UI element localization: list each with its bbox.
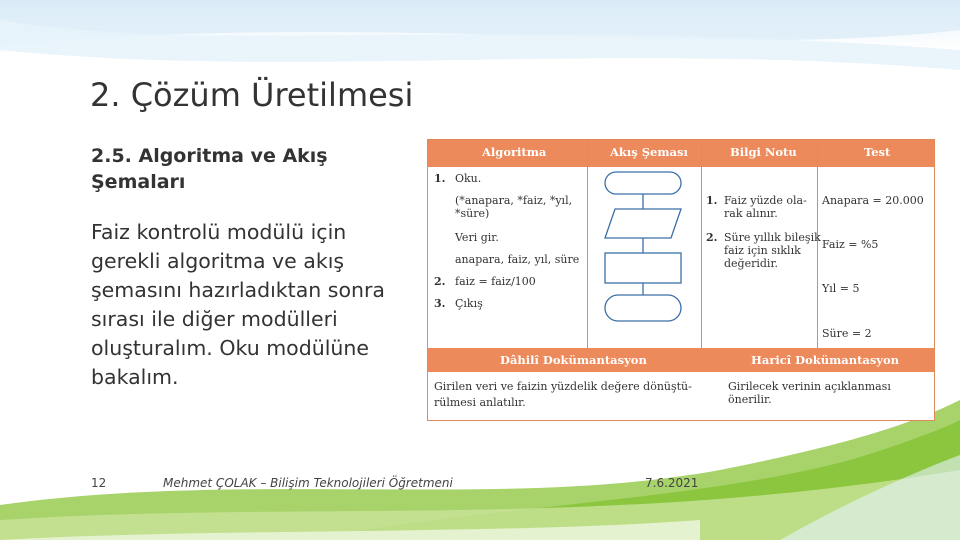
footer-author: Mehmet ÇOLAK – Bilişim Teknolojileri Öğretmeni xyxy=(163,476,453,490)
note-line: rak alınır. xyxy=(724,207,778,220)
body-paragraph: Faiz kontrolü modülü için gerekli algoritma ve akış şemasını hazırladıktan sonra sırası ile diğer modülleri oluşturalım. Oku modülüne bakalım. xyxy=(91,220,385,389)
header-dahili-dokumantasyon: Dâhilî Dokümantasyon xyxy=(500,353,647,367)
algo-step-number: 2. xyxy=(434,275,446,288)
algo-line: anapara, faiz, yıl, süre xyxy=(455,253,580,266)
note-line: değeridir. xyxy=(724,257,778,270)
external-doc-text: Girilecek verinin açıklanması önerilir. xyxy=(728,380,891,406)
slide-title: 2. Çözüm Üretilmesi xyxy=(90,76,414,114)
page-number: 12 xyxy=(91,476,107,490)
internal-doc-text: rülmesi anlatılır. xyxy=(434,396,526,409)
algo-step-number: 1. xyxy=(434,172,446,185)
algo-line: faiz = faiz/100 xyxy=(455,275,536,288)
note-line: Süre yıllık bileşik xyxy=(724,231,821,244)
flowchart xyxy=(588,168,701,348)
note-number: 2. xyxy=(706,231,718,244)
algorithm-table xyxy=(427,139,935,421)
internal-doc-text: Girilen veri ve faizin yüzdelik değere dönüştü- xyxy=(434,380,692,393)
table-divider xyxy=(701,140,702,348)
table-divider xyxy=(817,140,818,348)
algo-line: Veri gir. xyxy=(455,231,499,244)
header-akis-semasi: Akış Şeması xyxy=(610,145,688,159)
algo-line: (*anapara, *faiz, *yıl, xyxy=(455,194,573,207)
header-harici-dokumantasyon: Haricî Dokümantasyon xyxy=(751,353,900,367)
flowchart-end-terminal xyxy=(605,295,681,321)
note-number: 1. xyxy=(706,194,718,207)
footer-date: 7.6.2021 xyxy=(645,476,699,490)
algo-line: *süre) xyxy=(455,207,490,220)
flowchart-input-parallelogram xyxy=(605,209,681,238)
flowchart-start-terminal xyxy=(605,172,681,194)
test-value: Süre = 2 xyxy=(822,327,872,340)
header-algoritma: Algoritma xyxy=(482,145,547,159)
slide-subtitle: 2.5. Algoritma ve Akış Şemaları xyxy=(91,145,328,193)
algo-line: Çıkış xyxy=(455,297,483,310)
header-test: Test xyxy=(864,145,891,159)
note-line: faiz için sıklık xyxy=(724,244,801,257)
test-value: Yıl = 5 xyxy=(822,282,860,295)
algo-line: Oku. xyxy=(455,172,482,185)
flowchart-process-box xyxy=(605,253,681,283)
documentation-header-row xyxy=(428,348,934,372)
note-line: Faiz yüzde ola- xyxy=(724,194,807,207)
test-value: Anapara = 20.000 xyxy=(822,194,924,207)
header-bilgi-notu: Bilgi Notu xyxy=(730,145,797,159)
table-header-row xyxy=(428,140,934,167)
test-value: Faiz = %5 xyxy=(822,238,879,251)
algo-step-number: 3. xyxy=(434,297,446,310)
